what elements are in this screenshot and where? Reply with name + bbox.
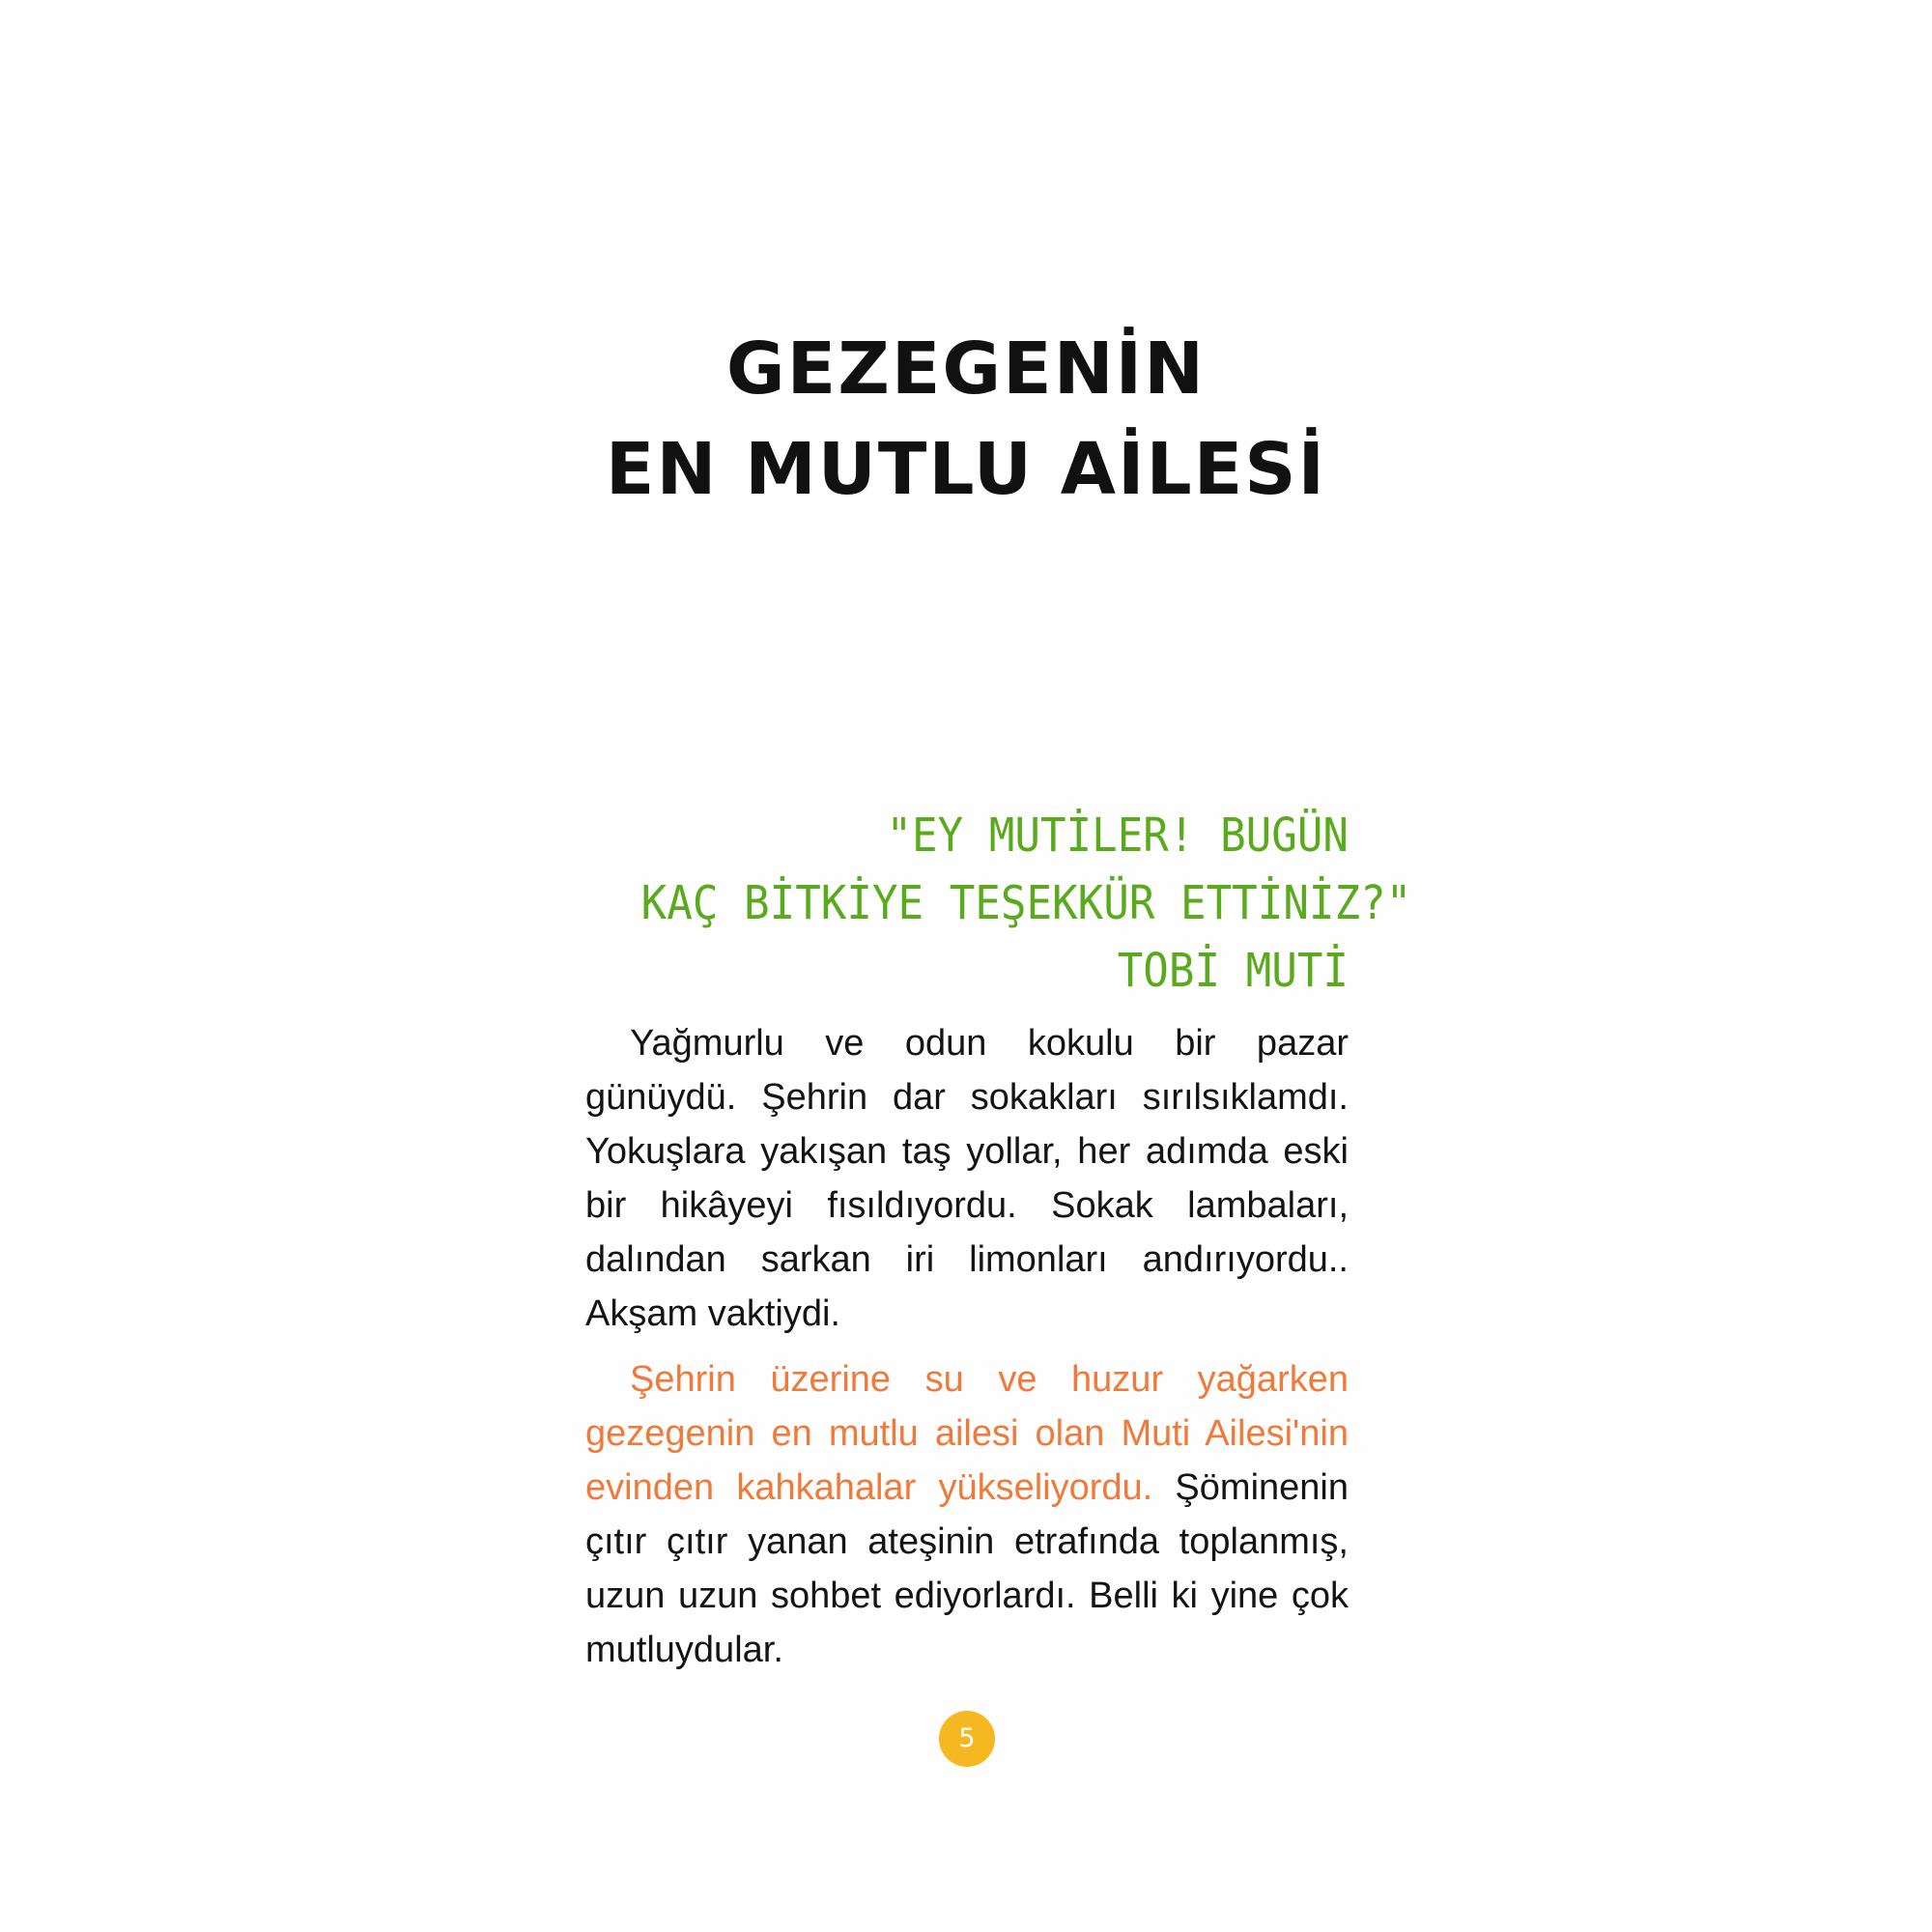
chapter-title-line-2: EN MUTLU AİLESİ <box>605 428 1327 511</box>
epigraph-quote <box>640 802 1412 1005</box>
page-number-badge: 5 <box>939 1711 995 1767</box>
quote-line-1: "EY MUTİLER! BUGÜN <box>886 809 1349 863</box>
highlighted-sentence: Şehrin üzerine su ve huzur yağarken gezegenin en mutlu ailesi olan Muti Ailesi'nin evinden kahkahalar yükseliyordu. <box>585 1359 1349 1508</box>
chapter-title-line-1: GEZEGENİN <box>725 327 1207 411</box>
quote-line-2: KAÇ BİTKİYE TEŞEKKÜR ETTİNİZ?" <box>640 876 1412 930</box>
quote-author: TOBİ MUTİ <box>1117 944 1349 998</box>
paragraph-2-rest: Şöminenin çıtır çıtır yanan ateşinin etrafında toplanmış, uzun uzun sohbet ediyorlardı. Belli ki yine çok mutluydular. <box>585 1467 1349 1670</box>
paragraph-2 <box>585 1352 1349 1677</box>
body-text <box>585 1016 1349 1689</box>
chapter-title <box>0 319 1932 520</box>
paragraph-1: Yağmurlu ve odun kokulu bir pazar günüydü. Şehrin dar sokakları sırılsıklamdı. Yokuşlara yakışan taş yollar, her adımda eski bir hikâyeyi fısıldıyordu. Sokak lambaları, dalından sarkan iri limonları andırıyordu.. Akşam vaktiydi. <box>585 1023 1349 1334</box>
